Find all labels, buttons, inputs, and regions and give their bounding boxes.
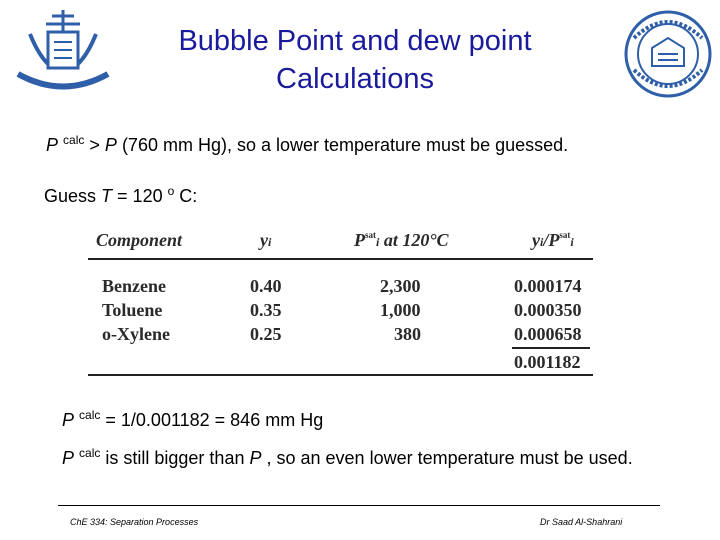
statement-line (46, 135, 568, 156)
p-symbol: P (46, 135, 59, 155)
row-benzene-yi: 0.40 (250, 276, 282, 296)
row-oxylene-yi: 0.25 (250, 324, 282, 344)
degree-mark: o (167, 184, 175, 198)
row-toluene-ratio: 0.000350 (514, 300, 582, 320)
result-equation: = 1/0.001182 = 846 mm Hg (105, 410, 324, 430)
row-benzene-ratio: 0.000174 (514, 276, 582, 296)
table-bottom-rule (88, 374, 593, 376)
gt-sign: > (89, 135, 105, 155)
department-seal-icon (622, 8, 714, 100)
row-oxylene-psat: 380 (394, 324, 421, 344)
header-psat: $P^{sat}i$ at 120°C (354, 230, 449, 250)
row-benzene-component: Benzene (102, 276, 166, 296)
p-symbol-4: P (62, 448, 75, 468)
footer-author: Dr Saad Al-Shahrani (540, 517, 623, 527)
bubble-point-table (88, 224, 593, 384)
calc-superscript-2: calc (79, 408, 101, 422)
slide-title (150, 22, 560, 98)
title-line-2: Calculations (276, 63, 434, 95)
conclusion-line (62, 448, 633, 469)
t-symbol: T (101, 186, 113, 206)
p-symbol-2: P (104, 135, 117, 155)
footer-divider (58, 505, 660, 506)
row-oxylene-component: o-Xylene (102, 324, 170, 344)
row-benzene-psat: 2,300 (380, 276, 421, 296)
row-toluene-psat: 1,000 (380, 300, 421, 320)
row-toluene-yi: 0.35 (250, 300, 282, 320)
row-toluene-component: Toluene (102, 300, 163, 320)
header-yi: yi (260, 230, 272, 250)
conclusion-rest: , so an even lower temperature must be used. (266, 448, 633, 468)
footer-course: ChE 334: Separation Processes (70, 517, 199, 527)
sum-value: 0.001182 (514, 352, 581, 372)
guess-prefix: Guess (44, 186, 102, 206)
calc-superscript-3: calc (79, 446, 101, 460)
header-rule (88, 258, 593, 260)
guess-unit: C: (179, 186, 198, 206)
row-oxylene-ratio: 0.000658 (514, 324, 582, 344)
p-symbol-5: P (249, 448, 262, 468)
conclusion-mid: is still bigger than (105, 448, 250, 468)
calc-superscript: calc (63, 133, 85, 147)
result-line (62, 410, 323, 431)
guess-line (44, 186, 197, 207)
guess-value: = 120 (117, 186, 168, 206)
statement-rest: (760 mm Hg), so a lower temperature must be guessed. (121, 135, 569, 155)
p-symbol-3: P (62, 410, 75, 430)
header-yi-psat: $yi/P^{sat}i$ (532, 230, 574, 250)
header-component: Component (96, 230, 183, 250)
university-emblem-icon (8, 4, 118, 96)
title-line-1: Bubble Point and dew point (178, 25, 532, 57)
sum-rule (512, 347, 590, 349)
